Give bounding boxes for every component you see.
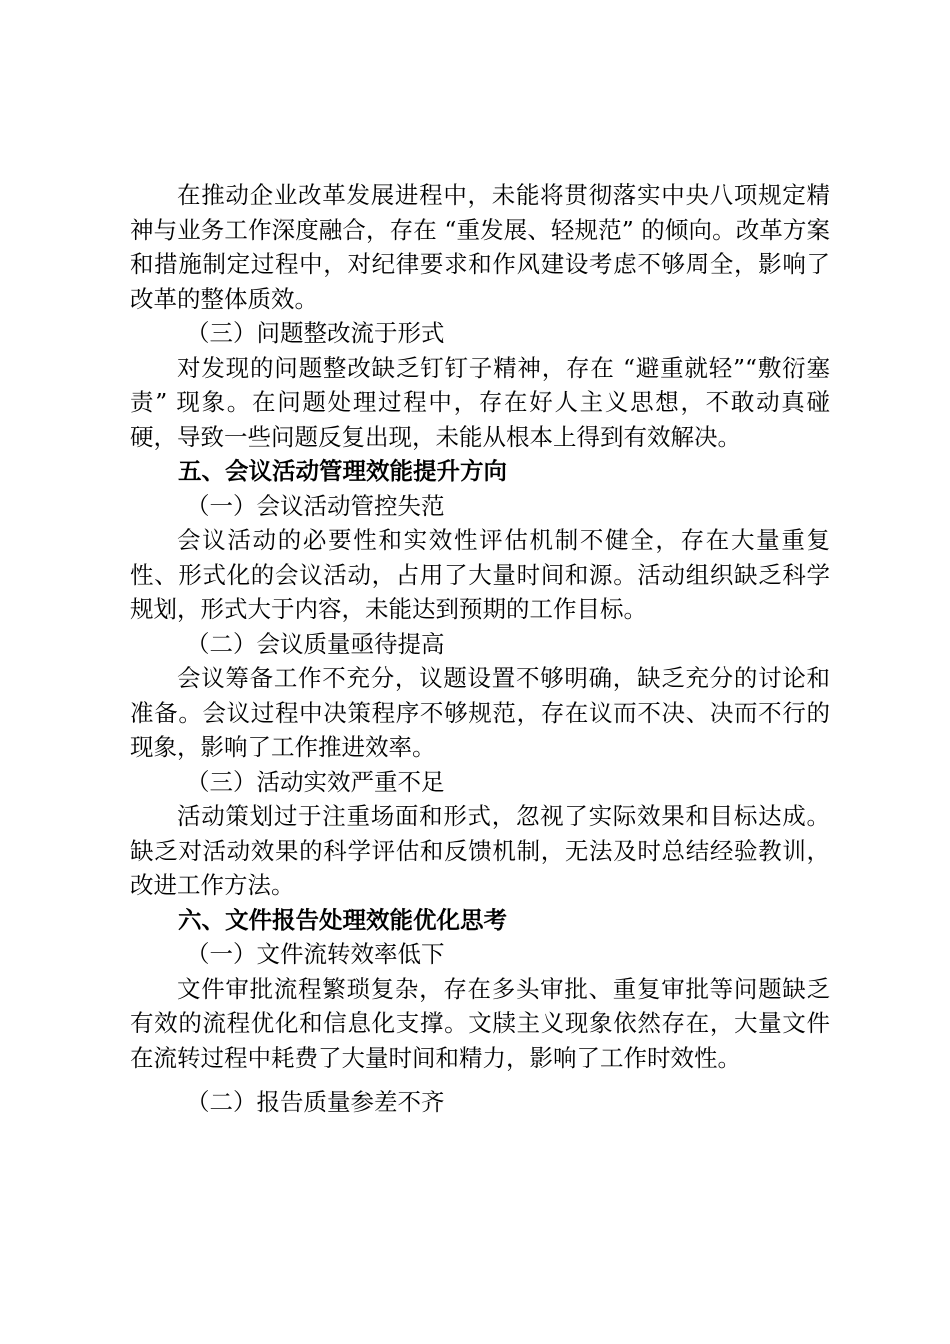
document-body: [130, 178, 830, 1120]
paragraph-reform: 在推动企业改革发展进程中，未能将贯彻落实中央八项规定精神与业务工作深度融合，存在 “重发展、轻规范” 的倾向。改革方案和措施制定过程中，对纪律要求和作风建设考虑不够周全，影响了改革的整体质效。: [130, 181, 830, 313]
subheading-rectification: （三）问题整改流于形式: [186, 319, 445, 347]
subheading-activity-effect: （三）活动实效严重不足: [186, 767, 445, 796]
paragraph-meeting-control: 会议活动的必要性和实效性评估机制不健全，存在大量重复性、形式化的会议活动，占用了大量时间和源。活动组织缺乏科学规划，形式大于内容，未能达到预期的工作目标。: [130, 526, 830, 623]
section-heading-meetings: 五、会议活动管理效能提升方向: [178, 457, 507, 485]
subheading-meeting-quality: （二）会议质量亟待提高: [186, 629, 445, 658]
paragraph-document-flow: 文件审批流程繁琐复杂，存在多头审批、重复审批等问题缺乏有效的流程优化和信息化支撑。文牍主义现象依然存在，大量文件在流转过程中耗费了大量时间和精力，影响了工作时效性。: [130, 974, 830, 1072]
paragraph-activity-effect: 活动策划过于注重场面和形式，忽视了实际效果和目标达成。缺乏对活动效果的科学评估和反馈机制，无法及时总结经验教训，改进工作方法。: [130, 802, 830, 899]
subheading-meeting-control: （一）会议活动管控失范: [186, 491, 445, 520]
paragraph-meeting-quality: 会议筹备工作不充分，议题设置不够明确，缺乏充分的讨论和准备。会议过程中决策程序不够规范，存在议而不决、决而不行的现象，影响了工作推进效率。: [130, 664, 830, 761]
subheading-document-flow: （一）文件流转效率低下: [186, 940, 445, 968]
paragraph-rectification: 对发现的问题整改缺乏钉钉子精神，存在 “避重就轻”“敷衍塞责” 现象。在问题处理过程中，存在好人主义思想，不敢动真碰硬，导致一些问题反复出现，未能从根本上得到有效解决。: [130, 353, 830, 451]
section-heading-documents: 六、文件报告处理效能优化思考: [178, 905, 507, 934]
subheading-report-quality: （二）报告质量参差不齐: [186, 1088, 445, 1116]
